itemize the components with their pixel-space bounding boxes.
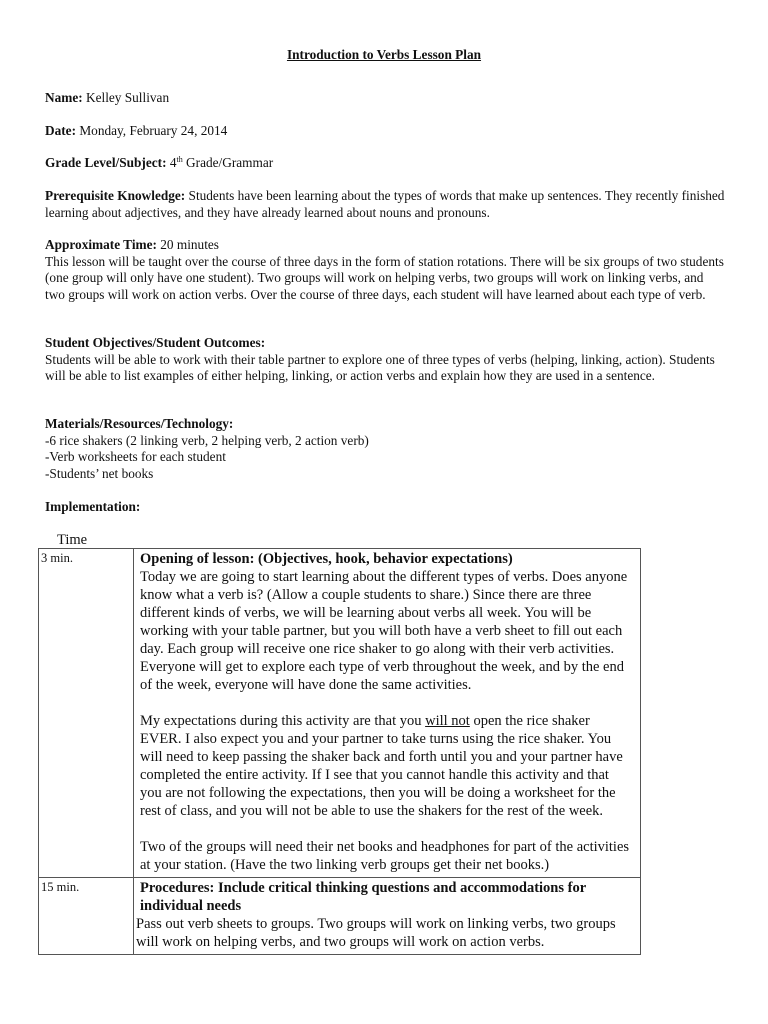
name-label: Name: — [45, 90, 83, 105]
procedures-paragraph: Pass out verb sheets to groups. Two groups will work on linking verbs, two groups will work on helping verbs, and two groups will work on action verbs. — [136, 916, 616, 950]
prereq-label: Prerequisite Knowledge: — [45, 188, 186, 203]
procedures-heading: Procedures: Include critical thinking questions and accommodations for individual needs — [140, 880, 586, 914]
time-cell: 15 min. — [39, 878, 134, 955]
implementation-label: Implementation: — [45, 499, 141, 514]
objectives-body: Students will be able to work with their table partner to explore one of three types of verbs (helping, linking, action). Students will be able to list examples of either helping, linking, or action verbs and explain how they are used in a sentence. — [45, 351, 715, 383]
time-column-header: Time — [57, 532, 88, 548]
approx-section — [45, 237, 725, 303]
approx-body: This lesson will be taught over the course of three days in the form of station rotations. There will be six groups of two students (one group will only have one student). Two groups will work on helping verbs, two groups will work on linking verbs, and two groups will work on action verbs. Over the course of three days, each student will have learned about each type of verb. — [45, 253, 724, 302]
grade-value-sup: th — [176, 155, 183, 164]
grade-value-num: 4 — [169, 155, 177, 170]
time-cell: 3 min. — [39, 549, 134, 878]
grade-label: Grade Level/Subject: — [45, 155, 167, 170]
objectives-section — [45, 335, 725, 385]
materials-item: -Verb worksheets for each student — [45, 449, 226, 464]
date-line — [45, 123, 725, 140]
document-title: Introduction to Verbs Lesson Plan — [286, 47, 482, 62]
expectations-text-b: open the rice shaker EVER. I also expect you and your partner to take turns using the rice shaker. You will need to keep passing the shaker back and forth until you and your partner have completed the entire activity. If I see that you cannot handle this activity and that you are not following the expectations, then you will be doing a worksheet for the rest of class, and you will not be able to use the shakers for the rest of the week. — [140, 713, 623, 819]
prereq-section — [45, 188, 725, 221]
materials-section — [45, 416, 725, 482]
grade-value-rest: Grade/Grammar — [186, 155, 274, 170]
netbooks-paragraph: Two of the groups will need their net books and headphones for part of the activities at your station. (Have the two linking verb groups get their net books.) — [140, 839, 630, 873]
prereq-value: Students have been learning about the types of words that make up sentences. They recently finished learning about adjectives, and they have already learned about nouns and pronouns. — [45, 188, 725, 220]
name-value: Kelley Sullivan — [86, 90, 170, 105]
materials-item: -Students’ net books — [45, 465, 154, 481]
table-row — [39, 549, 641, 878]
objectives-label: Student Objectives/Student Outcomes: — [45, 335, 266, 350]
content-cell — [134, 878, 641, 955]
expectations-text-a: My expectations during this activity are that you — [140, 713, 426, 729]
implementation-table — [38, 548, 641, 955]
materials-label: Materials/Resources/Technology: — [45, 416, 234, 431]
implementation-section — [45, 499, 725, 516]
approx-value: 20 minutes — [160, 237, 219, 252]
name-line — [45, 90, 725, 107]
date-label: Date: — [45, 123, 77, 138]
content-cell — [134, 549, 641, 878]
grade-line — [45, 155, 725, 172]
expectations-underlined: will not — [425, 713, 470, 729]
opening-paragraph: Today we are going to start learning about the different types of verbs. Does anyone know what a verb is? (Allow a couple students to share.) Since there are three different kinds of verbs, we will be learning about verbs all week. You will be working with your table partner, but you will both have a verb sheet to fill out each day. Each group will receive one rice shaker to go along with their verb activities. Everyone will get to explore each type of verb throughout the week, and by the end of the week, everyone will have done the same activities. — [140, 569, 628, 693]
table-row — [39, 878, 641, 955]
date-value: Monday, February 24, 2014 — [79, 123, 228, 138]
approx-label: Approximate Time: — [45, 237, 157, 252]
opening-heading: Opening of lesson: (Objectives, hook, behavior expectations) — [140, 551, 513, 567]
materials-item: -6 rice shakers (2 linking verb, 2 helping verb, 2 action verb) — [45, 432, 369, 448]
expectations-paragraph — [140, 712, 634, 820]
